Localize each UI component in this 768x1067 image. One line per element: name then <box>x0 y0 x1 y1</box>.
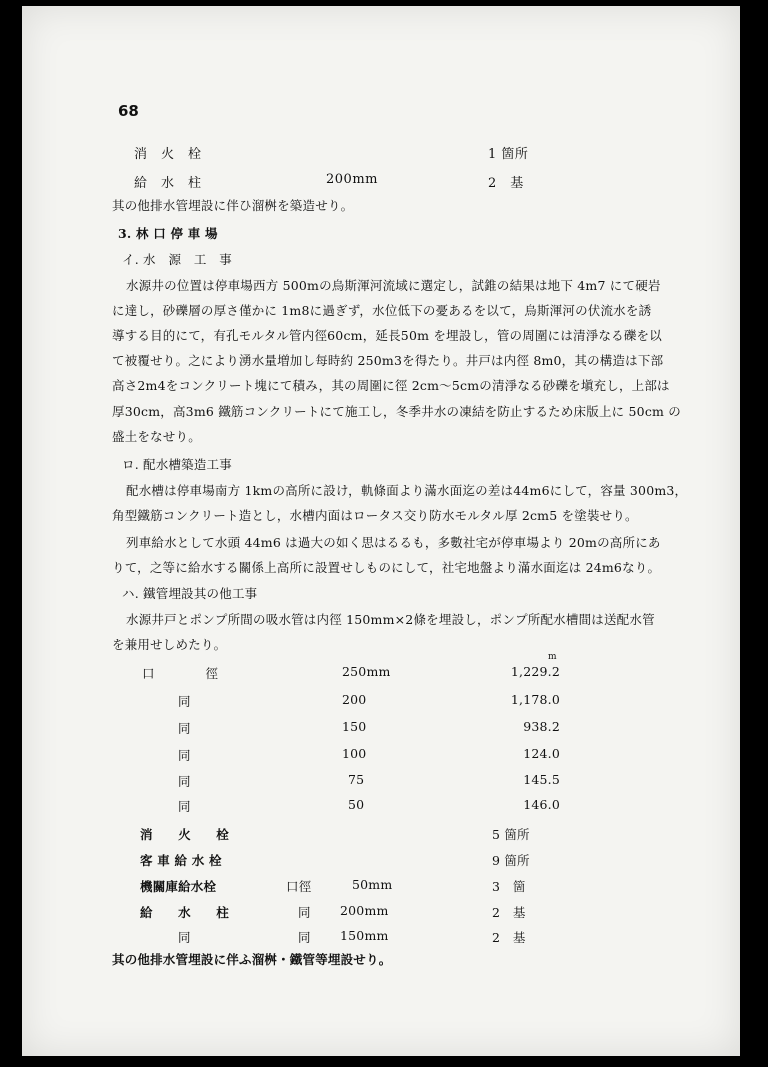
paragraph-line: を兼用せしめたり。 <box>112 637 227 652</box>
pipe-length: 146.0 <box>523 797 560 812</box>
pipe-length: 1,229.2 <box>510 664 560 679</box>
paragraph-line: て被覆せり。之により湧水量増加し每時約 250m3を得たり。井戸は内徑 8m0，其の構造は下部 <box>112 353 664 368</box>
top-table-item: 消 火 栓 <box>134 147 202 162</box>
fixture-qty: 5 箇所 <box>492 827 530 842</box>
pipe-label: 同 <box>178 748 191 763</box>
fixture-qty: 2 基 <box>492 905 526 920</box>
subsection-title-i: イ. 水 源 工 事 <box>122 252 232 267</box>
fixture-item: 機關庫給水栓 <box>140 879 217 894</box>
pipe-size: 75 <box>348 772 365 787</box>
top-note: 其の他排水管埋設に伴ひ溜桝を築造せり。 <box>112 198 354 213</box>
paragraph-line: 配水槽は停車場南方 1kmの高所に設け，軌條面より滿水面迄の差は44m6にして，容量 300m3， <box>126 483 688 498</box>
subsection-title-ro: ロ. 配水槽築造工事 <box>122 457 232 472</box>
fixture-size: 150mm <box>340 928 389 943</box>
paragraph-line: 盛土をなせり。 <box>112 429 201 444</box>
fixture-qty: 3 箇 <box>492 879 526 894</box>
pipe-label: 同 <box>178 799 191 814</box>
pipe-label: 同 <box>178 721 191 736</box>
page-number: 68 <box>118 102 139 120</box>
fixture-item: 客 車 給 水 栓 <box>140 853 222 868</box>
document-page <box>22 6 740 1056</box>
bottom-note: 其の他排水管埋設に伴ふ溜桝・鐵管等埋設せり。 <box>112 952 392 967</box>
fixture-qty: 9 箇所 <box>492 853 530 868</box>
pipe-label: 同 <box>178 694 191 709</box>
pipe-label: 同 <box>178 774 191 789</box>
paragraph-line: 水源井の位置は停車場西方 500mの烏斯渾河流域に選定し，試錐の結果は地下 4m7 にて硬岩 <box>126 278 661 293</box>
unit-mark: m <box>548 652 557 662</box>
fixture-spec: 同 <box>298 930 311 945</box>
paragraph-line: 高さ2m4をコンクリート塊にて積み，其の周圍に徑 2cm～5cmの清淨なる砂礫を塡充し，上部は <box>112 378 670 393</box>
paragraph-line: りて，之等に給水する關係上高所に設置せしものにして，社宅地盤より滿水面迄は 24m6なり。 <box>112 560 661 575</box>
pipe-length: 938.2 <box>523 719 560 734</box>
pipe-size: 250mm <box>342 664 391 679</box>
pipe-size: 200 <box>342 692 367 707</box>
pipe-length: 1,178.0 <box>510 692 560 707</box>
fixture-item: 給 水 柱 <box>140 905 229 920</box>
top-table-item: 給 水 柱 <box>134 176 202 191</box>
paragraph-line: 列車給水として水頭 44m6 は過大の如く思はるるも，多數社宅が停車場より 20mの高所にあ <box>126 535 661 550</box>
fixture-size: 50mm <box>352 877 393 892</box>
paragraph-line: 角型鐵筋コンクリート造とし，水槽内面はロータス交り防水モルタル厚 2cm5 を塗裝せり。 <box>112 508 638 523</box>
paragraph-line: 導する目的にて，有孔モルタル管内徑60cm，延長50m を埋設し，管の周圍には清淨なる礫を以 <box>112 328 662 343</box>
paragraph-line: に達し，砂礫層の厚さ僅かに 1m8に過ぎず，水位低下の憂あるを以て，烏斯渾河の伏流水を誘 <box>112 303 652 318</box>
fixture-spec: 同 <box>298 905 311 920</box>
top-table-size: 200mm <box>326 172 378 187</box>
pipe-size: 100 <box>342 746 367 761</box>
fixture-item: 同 <box>178 930 191 945</box>
fixture-item: 消 火 栓 <box>140 827 229 842</box>
paragraph-line: 厚30cm，高3m6 鐵筋コンクリートにて施工し，冬季井水の凍結を防止するため床版上に 50cm の <box>112 404 681 419</box>
fixture-qty: 2 基 <box>492 930 526 945</box>
section-title: 3. 林 口 停 車 場 <box>118 226 218 241</box>
pipe-size: 50 <box>348 797 365 812</box>
pipe-size: 150 <box>342 719 367 734</box>
pipe-length: 145.5 <box>523 772 560 787</box>
subsection-title-ha: ハ. 鐵管埋設其の他工事 <box>122 586 258 601</box>
pipe-label: 口 徑 <box>142 666 219 681</box>
fixture-spec: 口徑 <box>286 879 312 894</box>
top-table-qty: 2 基 <box>488 176 524 191</box>
fixture-size: 200mm <box>340 903 389 918</box>
paragraph-line: 水源井戸とポンプ所間の吸水管は内徑 150mm×2條を埋設し，ポンプ所配水槽間は送配水管 <box>126 612 655 627</box>
top-table-qty: 1 箇所 <box>488 147 529 162</box>
pipe-length: 124.0 <box>523 746 560 761</box>
